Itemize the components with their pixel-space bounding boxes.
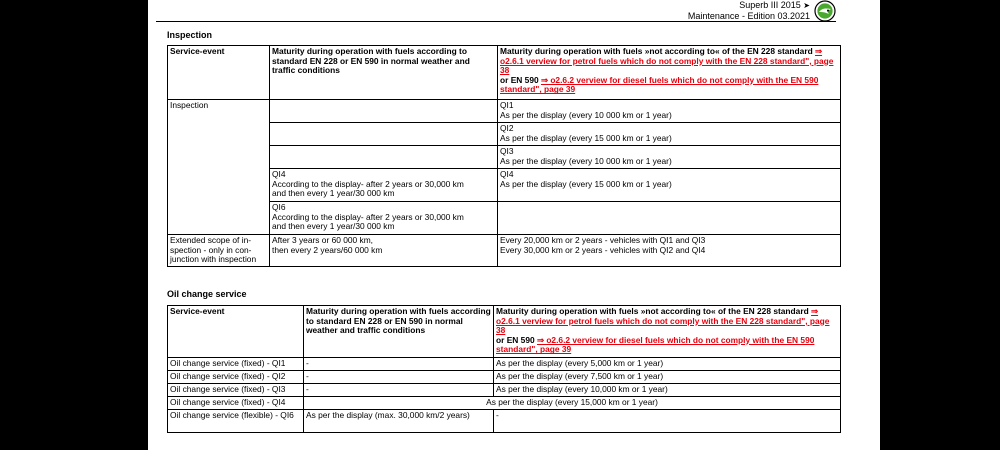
table-row: Oil change service (fixed) - QI3 - As per the display (every 10,000 km or 1 year) [168, 384, 841, 397]
col-maturity-not-according: Maturity during operation with fuels »not according to« of the EN 228 standard ⇒ o2.6.1 verview for petrol fuels which do not comply with the EN 228 standard", page 38 or EN 590 ⇒ o2.6.2 verview for diesel fuels which do not comply with the EN 590 standard", page 39 [498, 46, 841, 100]
table-row: Oil change service (flexible) - QI6 As per the display (max. 30,000 km/2 years) - [168, 410, 841, 433]
oil-change-table [167, 305, 841, 433]
ext-scope-not-according: Every 20,000 km or 2 years - vehicles with QI1 and QI3 Every 30,000 km or 2 years - vehicles with QI2 and QI4 [498, 235, 841, 267]
oil-row-label: Oil change service (flexible) - QI6 [168, 410, 304, 433]
inspection-table [167, 45, 841, 267]
ext-scope-normal: After 3 years or 60 000 km, then every 2 years/60 000 km [270, 235, 498, 267]
inspection-title: Inspection [167, 30, 213, 40]
oil-row-label: Oil change service (fixed) - QI4 [168, 397, 304, 410]
header-subtitle: Maintenance - Edition 03.2021 [687, 11, 810, 21]
table-header-row [168, 306, 841, 358]
header-title: Superb III 2015 [739, 0, 801, 10]
oil-row-label: Oil change service (fixed) - QI2 [168, 371, 304, 384]
link-diesel-fuels[interactable]: ⇒ o2.6.2 verview for diesel fuels which do not comply with the EN 590 standard", page 39 [496, 334, 815, 355]
qi4-left-cell: QI4 According to the display- after 2 years or 30,000 km and then every 1 year/30 000 km [270, 169, 498, 202]
page-header [688, 0, 810, 22]
manual-page [148, 0, 880, 450]
link-petrol-fuels[interactable]: ⇒ o2.6.1 verview for petrol fuels which do not comply with the EN 228 standard", page 38 [500, 46, 834, 76]
qi6-left-cell: QI6 According to the display- after 2 years or 30,000 km and then every 1 year/30 000 km [270, 202, 498, 235]
ext-scope-label: Extended scope of in- spection - only in con- junction with inspection [168, 235, 270, 267]
next-arrow-icon[interactable]: ➤ [803, 1, 810, 10]
table-row [168, 235, 841, 267]
col-service-event: Service-event [168, 306, 304, 358]
skoda-logo-icon [814, 0, 836, 22]
link-petrol-fuels[interactable]: ⇒ o2.6.1 verview for petrol fuels which do not comply with the EN 228 standard", page 38 [496, 306, 830, 336]
oil-row-label: Oil change service (fixed) - QI1 [168, 358, 304, 371]
table-row [168, 397, 841, 410]
header-rule [156, 21, 836, 22]
row-label-inspection: Inspection [168, 100, 270, 235]
table-header-row [168, 46, 841, 100]
col-maturity-normal: Maturity during operation with fuels according to standard EN 228 or EN 590 in normal weather and traffic conditions [304, 306, 494, 358]
qi1-cell: QI1 As per the display (every 10 000 km or 1 year) [498, 100, 841, 123]
oil-qi4-interval: As per the display (every 15,000 km or 1 year) [304, 397, 841, 410]
qi3-cell: QI3 As per the display (every 10 000 km or 1 year) [498, 146, 841, 169]
oil-row-label: Oil change service (fixed) - QI3 [168, 384, 304, 397]
qi2-cell: QI2 As per the display (every 15 000 km or 1 year) [498, 123, 841, 146]
col-maturity-not-according: Maturity during operation with fuels »not according to« of the EN 228 standard ⇒ o2.6.1 verview for petrol fuels which do not comply with the EN 228 standard", page 38 or EN 590 ⇒ o2.6.2 verview for diesel fuels which do not comply with the EN 590 standard", page 39 [494, 306, 841, 358]
table-row [168, 100, 841, 123]
link-diesel-fuels[interactable]: ⇒ o2.6.2 verview for diesel fuels which do not comply with the EN 590 standard", page 39 [500, 74, 819, 95]
oil-change-title: Oil change service [167, 289, 247, 299]
table-row: Oil change service (fixed) - QI2 - As per the display (every 7,500 km or 1 year) [168, 371, 841, 384]
col-service-event: Service-event [168, 46, 270, 100]
qi4-right-cell: QI4 As per the display (every 15 000 km or 1 year) [498, 169, 841, 202]
table-row: Oil change service (fixed) - QI1 - As per the display (every 5,000 km or 1 year) [168, 358, 841, 371]
col-maturity-normal: Maturity during operation with fuels according to standard EN 228 or EN 590 in normal weather and traffic conditions [270, 46, 498, 100]
